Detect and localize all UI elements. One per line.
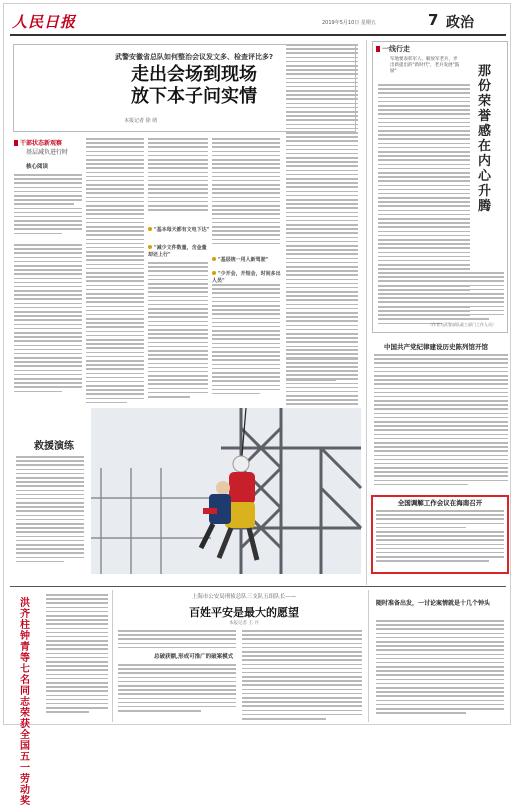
bullet-icon <box>212 271 216 275</box>
masthead <box>12 9 504 33</box>
bullet-icon <box>212 257 216 261</box>
pull-quote-3: "基层统一用人新驾驶" <box>212 256 268 263</box>
core-reading-label: 核心阅读 <box>26 164 49 170</box>
section-name: 政治 <box>446 15 474 31</box>
bottom-divider-vertical-2 <box>368 590 369 722</box>
text-block-col3b <box>148 262 208 400</box>
pull-quote-1: "基本每天都有文电下达" <box>148 226 209 233</box>
text-block-col4 <box>212 138 280 247</box>
bottom-article-subhead: 总破获额,形成可推广的破案模式 <box>154 654 234 660</box>
newspaper-page <box>3 3 511 807</box>
right-column-vertical-title[interactable]: 那份荣誉感在内心升腾 <box>478 64 492 214</box>
newspaper-logo[interactable]: 人民日报 <box>12 13 77 31</box>
text-block-col4b <box>212 284 280 397</box>
bottom-article-title[interactable]: 百姓平安是最大的愿望 <box>189 606 299 619</box>
rescue-drill-photo[interactable] <box>91 408 361 574</box>
bottom-text-col1b <box>118 664 236 714</box>
right-column-lead: 军地要表彰军人、解放军老兵，弄出新提出的"新时代"，老兵发展"鼓励" <box>390 57 460 74</box>
page-number: 7 <box>428 11 439 29</box>
red-marker-icon <box>376 46 380 52</box>
bottom-left-text <box>46 594 108 715</box>
lead-kicker[interactable]: 武警安徽省总队如何整治会议发文多、检查评比多? <box>114 53 274 61</box>
issue-date: 2019年5月10日 星期五 <box>322 20 376 26</box>
highlighted-article-text <box>376 510 504 564</box>
bottom-vertical-red-headline[interactable]: 洪齐柱钟青等七名同志荣获全国五一劳动奖 <box>20 598 30 807</box>
column-divider <box>366 40 367 585</box>
right-column-tag: 一线行走 <box>376 44 410 54</box>
bottom-divider-vertical <box>112 590 113 722</box>
bullet-icon <box>148 245 152 249</box>
text-block-col1 <box>14 174 82 237</box>
bottom-text-col2 <box>242 630 362 722</box>
text-block-col3 <box>148 138 208 213</box>
bottom-right-title[interactable]: 随时准备出发，一讨论案情就是十几个钟头 <box>376 600 491 607</box>
text-block-col2 <box>86 138 144 406</box>
bottom-text-col1 <box>118 630 236 651</box>
photo-caption-text <box>16 456 84 565</box>
lead-title-line1: 走出会场到现场 <box>131 64 257 85</box>
pull-quote-2: "减少文件数量，含金量却还上行" <box>148 245 207 258</box>
bullet-icon <box>148 227 152 231</box>
mid-right-headline[interactable]: 中国共产党纪律建设历史陈列馆开馆 <box>384 343 488 351</box>
column-head-black: 基层减负进行时 <box>26 149 69 156</box>
lead-byline: 本报记者 徐 靖 <box>124 118 158 124</box>
bottom-divider <box>10 586 506 587</box>
right-column-footer: （作者为武警部队政工部门工作人员） <box>428 322 496 327</box>
bottom-article-byline: 本报记者 王 丹 <box>229 621 259 626</box>
right-text-block-b <box>378 272 504 322</box>
rescue-drill-illustration <box>91 408 361 574</box>
highlighted-article-title[interactable]: 全国调解工作会议在海南召开 <box>397 499 483 507</box>
bottom-right-text <box>376 620 504 716</box>
lead-title-line2: 放下本子问实情 <box>131 86 257 107</box>
pull-quote-4: "少开会，开短会，时间多出人员" <box>212 271 281 284</box>
text-block-col1b <box>14 244 82 395</box>
photo-caption-title: 救援演练 <box>34 441 74 452</box>
red-marker-icon <box>14 140 18 146</box>
header-rule <box>10 34 506 36</box>
mid-right-text <box>374 354 508 488</box>
text-block-col5 <box>286 44 358 383</box>
text-block-col5b <box>286 349 358 408</box>
column-head-red: 干部状态新观察 <box>14 138 62 147</box>
bottom-article-kicker: 上海市公安局刑侦总队三支队五组队长—— <box>191 594 297 600</box>
